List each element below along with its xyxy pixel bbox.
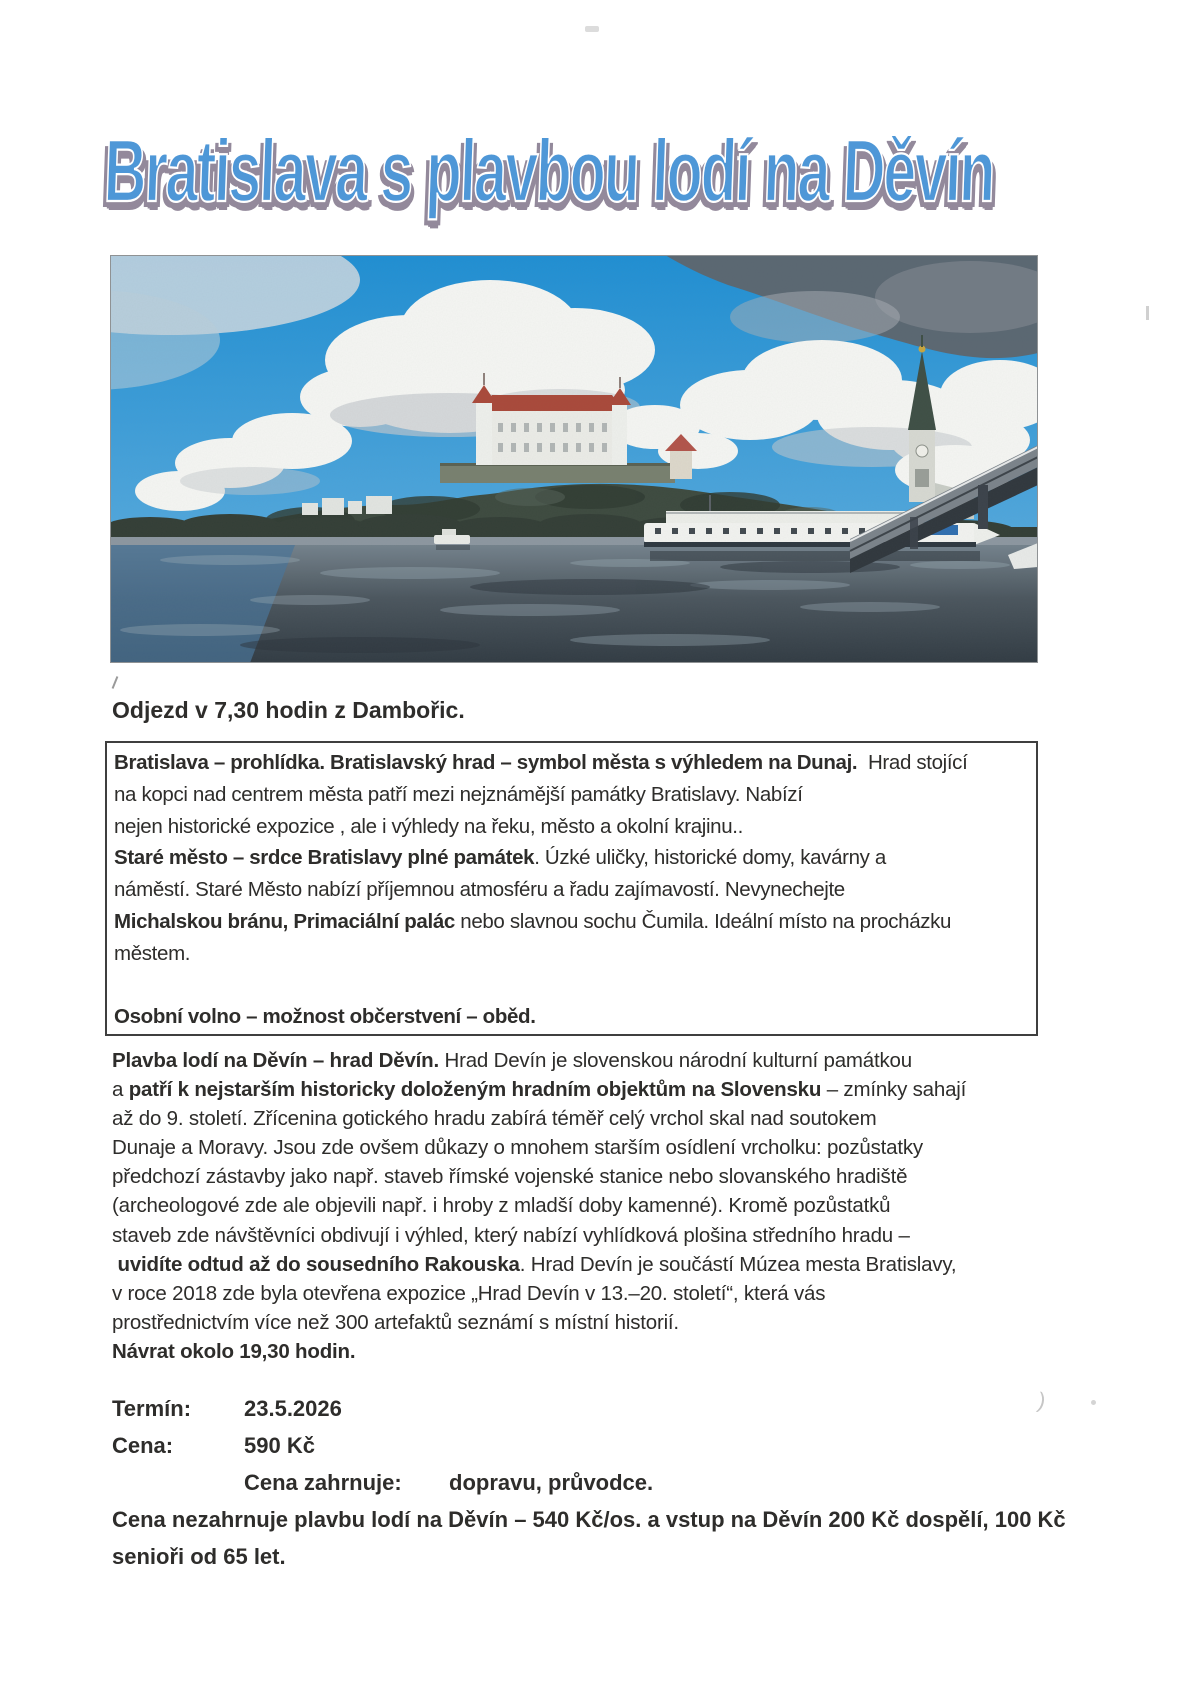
cena-row [112, 1427, 1066, 1464]
devin-line: prostřednictvím více než 300 artefaktů seznámí s místní historií. [112, 1310, 679, 1334]
devin-line: Návrat okolo 19,30 hodin. [112, 1339, 356, 1363]
zahrnuje-value: dopravu, průvodce. [449, 1470, 654, 1495]
scan-speck-dot [1091, 1400, 1096, 1405]
devin-line: až do 9. století. Zřícenina gotického hradu zabírá téměř celý vrchol skal nad soutokem [112, 1107, 877, 1131]
bratislava-info-box [105, 741, 1038, 1036]
scan-speck-right [1146, 306, 1149, 320]
departure-line: Odjezd v 7,30 hodin z Dambořic. [112, 697, 465, 723]
scan-speck-paren: ) [1035, 1387, 1048, 1414]
box-line-blank [114, 970, 1029, 1002]
nezahrnuje-line-1: Cena nezahrnuje plavbu lodí na Děvín – 540 Kč/os. a vstup na Děvín 200 Kč dospělí, 100 Kč [112, 1507, 1066, 1532]
scan-speck-tick [112, 676, 119, 689]
termin-value: 23.5.2026 [244, 1396, 342, 1421]
zahrnuje-row [112, 1464, 1066, 1501]
page-title: Bratislava s plavbou lodí na Děvín [102, 121, 996, 221]
devin-line: a patří k nejstarším historicky doloženým hradním objektům na Slovensku – zmínky sahají [112, 1078, 967, 1102]
zahrnuje-label: Cena zahrnuje: [244, 1470, 402, 1495]
box-line: náměstí. Staré Město nabízí příjemnou atmosféru a řadu zajímavostí. Nevynechejte [114, 878, 845, 902]
devin-line: předchozí zástavby jako např. staveb římské vojenské stanice nebo slovanského hradiště [112, 1165, 908, 1189]
devin-paragraph [112, 1046, 1092, 1366]
box-line: městem. [114, 941, 191, 965]
termin-row [112, 1387, 1066, 1427]
box-line: na kopci nad centrem města patří mezi nejznámější památky Bratislavy. Nabízí [114, 782, 803, 806]
devin-line: (archeologové zde ale objevili např. i hroby z mladší doby kamenné). Kromě pozůstatků [112, 1194, 891, 1218]
devin-line: Plavba lodí na Děvín – hrad Děvín. Hrad Devín je slovenskou národní kulturní památkou [112, 1049, 912, 1072]
box-line: Michalskou bránu, Primaciální palác nebo slavnou sochu Čumila. Ideální místo na procházku [114, 909, 952, 933]
box-line: nejen historické expozice , ale i výhledy na řeku, město a okolní krajinu.. [114, 814, 743, 838]
bratislava-photo-graphic [110, 255, 1038, 663]
nezahrnuje-line-2: senioři od 65 let. [112, 1544, 286, 1569]
trip-details [112, 1387, 1066, 1575]
cena-label: Cena: [112, 1433, 174, 1458]
box-line: Osobní volno – možnost občerstvení – oběd. [114, 1005, 536, 1029]
devin-line: Dunaje a Moravy. Jsou zde ovšem důkazy o mnohem starším osídlení vrcholku: pozůstatky [112, 1136, 923, 1160]
box-line: Bratislava – prohlídka. Bratislavský hrad – symbol města s výhledem na Dunaj. Hrad stojící [114, 751, 968, 774]
devin-line: uvidíte odtud až do sousedního Rakouska. Hrad Devín je součástí Múzea mesta Bratislavy, [112, 1252, 957, 1276]
box-line: Staré město – srdce Bratislavy plné památek. Úzké uličky, historické domy, kavárny a [114, 846, 886, 870]
bratislava-photo [110, 255, 1038, 663]
devin-line: staveb zde návštěvníci obdivují i výhled, který nabízí vyhlídková plošina středního hradu – [112, 1223, 910, 1247]
scan-grain-overlay [110, 255, 1038, 663]
scan-speck-top [585, 26, 599, 32]
termin-label: Termín: [112, 1396, 192, 1421]
cena-value: 590 Kč [244, 1433, 315, 1458]
devin-line: v roce 2018 zde byla otevřena expozice „Hrad Devín v 13.–20. století“, která vás [112, 1281, 826, 1305]
